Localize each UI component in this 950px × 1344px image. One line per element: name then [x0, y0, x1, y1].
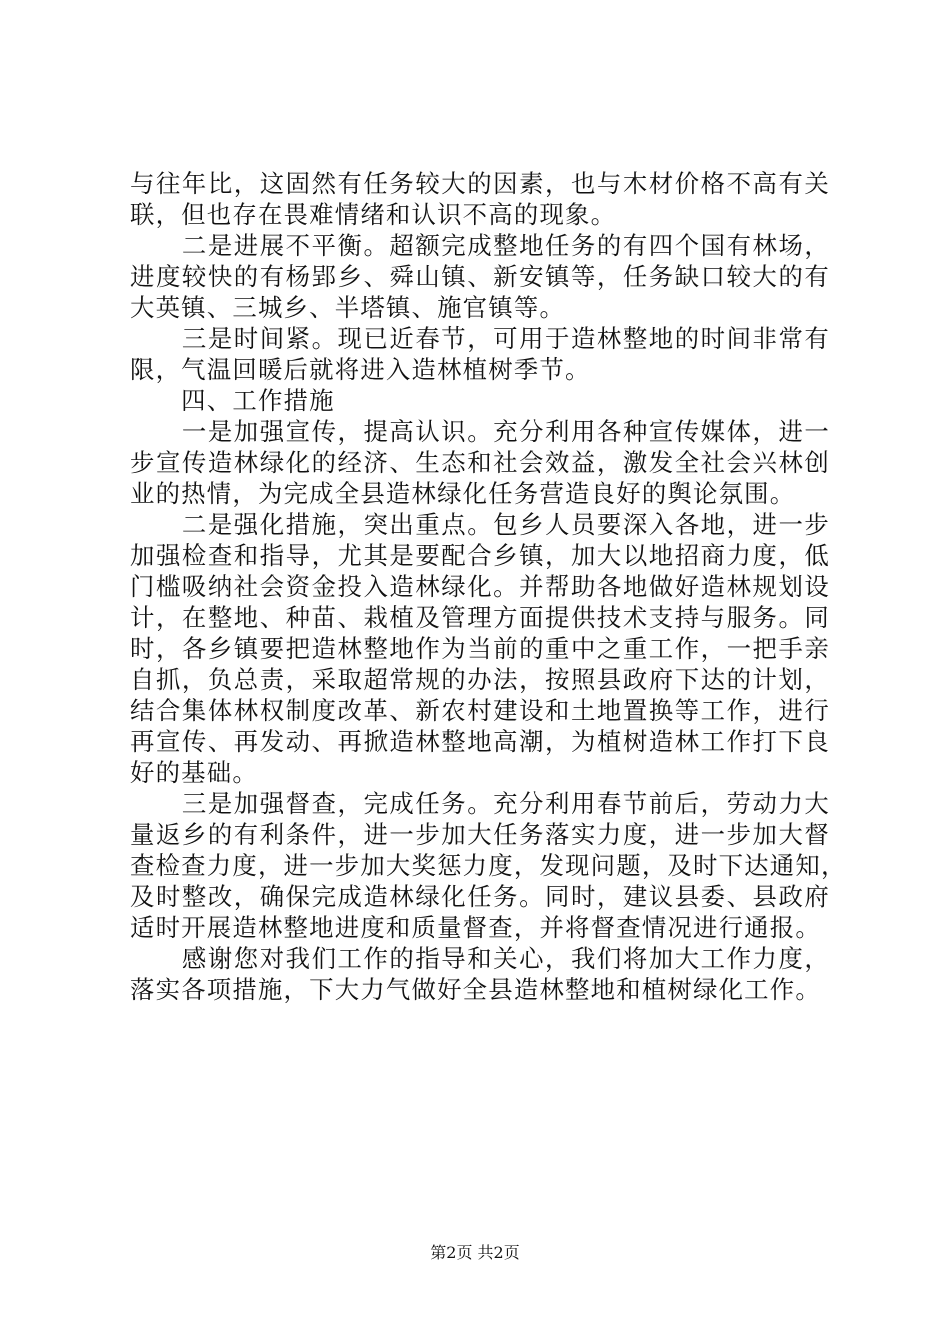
- text-line: 查检查力度，进一步加大奖惩力度，发现问题，及时下达通知，: [130, 851, 847, 880]
- text-line: 与往年比，这固然有任务较大的因素，也与木材价格不高有关: [130, 169, 830, 198]
- text-line: 二是强化措施，突出重点。包乡人员要深入各地，进一步: [130, 510, 830, 539]
- text-line: 好的基础。: [130, 758, 258, 787]
- text-line: 四、工作措施: [130, 386, 335, 415]
- text-line: 加强检查和指导，尤其是要配合乡镇，加大以地招商力度，低: [130, 541, 830, 570]
- text-line: 三是时间紧。现已近春节，可用于造林整地的时间非常有: [130, 324, 830, 353]
- text-line: 时，各乡镇要把造林整地作为当前的重中之重工作，一把手亲: [130, 634, 830, 663]
- text-line: 进度较快的有杨郢乡、舜山镇、新安镇等，任务缺口较大的有: [130, 262, 830, 291]
- body-text: [130, 168, 847, 1005]
- text-line: 结合集体林权制度改革、新农村建设和土地置换等工作，进行: [130, 696, 830, 725]
- text-line: 大英镇、三城乡、半塔镇、施官镇等。: [130, 293, 566, 322]
- text-line: 二是进展不平衡。超额完成整地任务的有四个国有林场，: [130, 231, 830, 260]
- page-footer: 第2页 共2页: [430, 1243, 520, 1262]
- text-line: 量返乡的有利条件，进一步加大任务落实力度，进一步加大督: [130, 820, 830, 849]
- text-line: 限，气温回暖后就将进入造林植树季节。: [130, 355, 591, 384]
- text-line: 再宣传、再发动、再掀造林整地高潮，为植树造林工作打下良: [130, 727, 830, 756]
- text-line: 步宣传造林绿化的经济、生态和社会效益，激发全社会兴林创: [130, 448, 830, 477]
- text-line: 落实各项措施，下大力气做好全县造林整地和植树绿化工作。: [130, 975, 821, 1004]
- text-line: 计，在整地、种苗、栽植及管理方面提供技术支持与服务。同: [130, 603, 830, 632]
- text-line: 适时开展造林整地进度和质量督查，并将督查情况进行通报。: [130, 913, 821, 942]
- text-line: 及时整改，确保完成造林绿化任务。同时，建议县委、县政府: [130, 882, 830, 911]
- text-line: 三是加强督查，完成任务。充分利用春节前后，劳动力大: [130, 789, 830, 818]
- text-line: 业的热情，为完成全县造林绿化任务营造良好的舆论氛围。: [130, 479, 796, 508]
- text-line: 一是加强宣传，提高认识。充分利用各种宣传媒体，进一: [130, 417, 830, 446]
- text-line: 门槛吸纳社会资金投入造林绿化。并帮助各地做好造林规划设: [130, 572, 830, 601]
- text-line: 感谢您对我们工作的指导和关心，我们将加大工作力度，: [130, 944, 830, 973]
- text-line: 联，但也存在畏难情绪和认识不高的现象。: [130, 200, 617, 229]
- text-line: 自抓，负总责，采取超常规的办法，按照县政府下达的计划，: [130, 665, 830, 694]
